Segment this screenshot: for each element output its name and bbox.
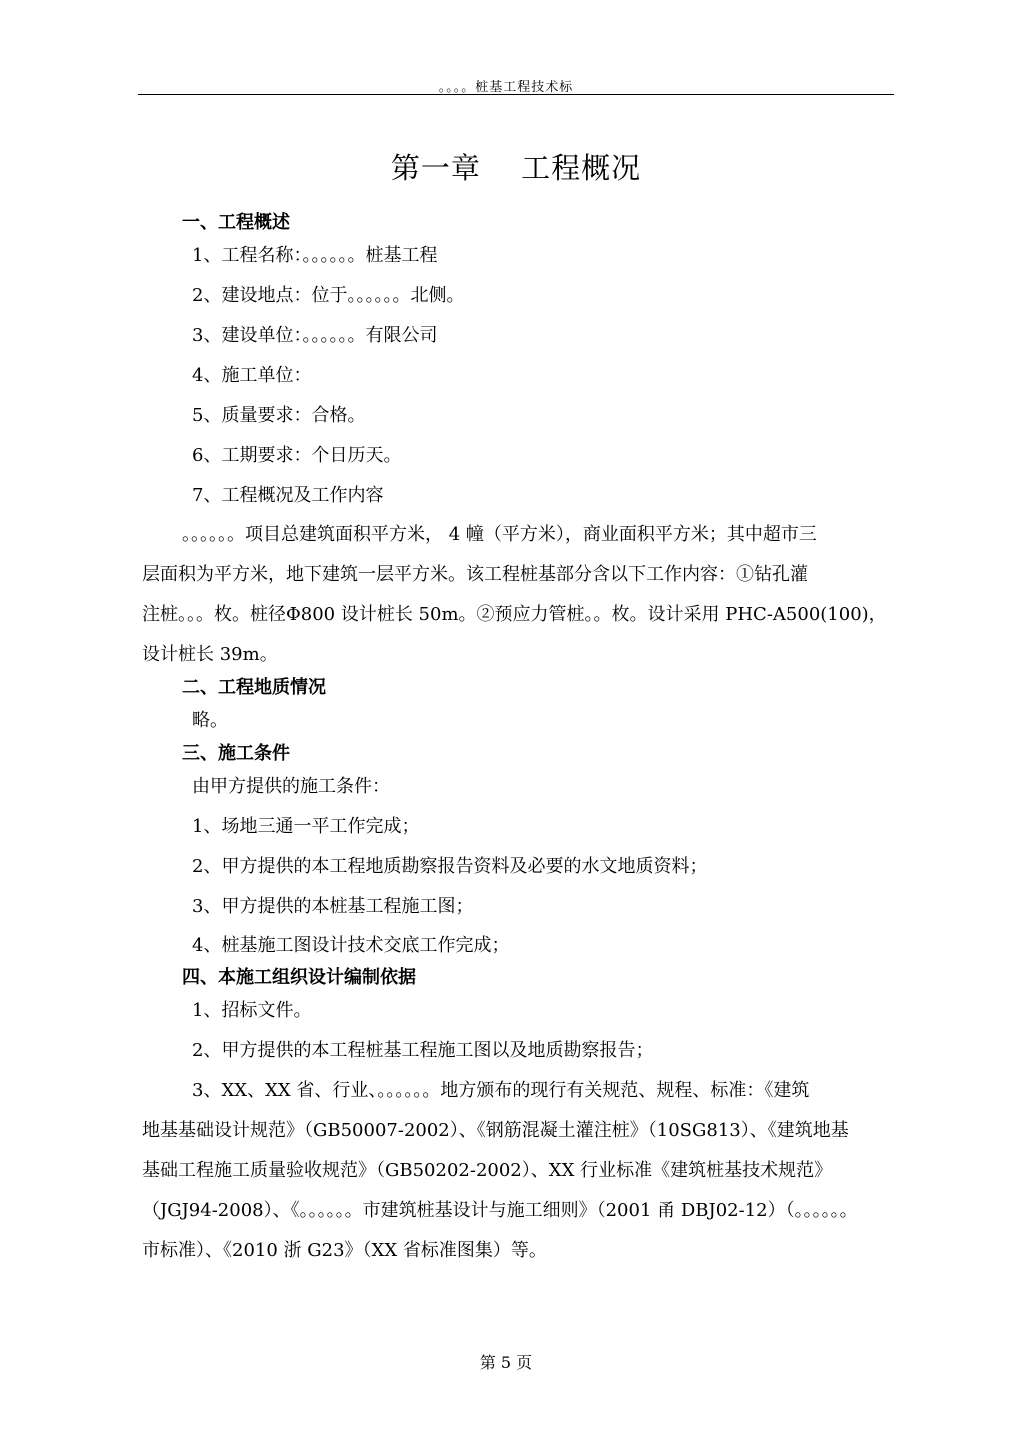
paragraph-line: 3、XX、XX 省、行业、。。。。。。地方颁布的现行有关规范、规程、标准：《建筑 xyxy=(192,1080,810,1101)
section-heading-overview: 一、工程概述 xyxy=(182,212,290,233)
list-item: 1、工程名称：。。。。。。桩基工程 xyxy=(192,245,438,266)
list-item: 4、桩基施工图设计技术交底工作完成； xyxy=(192,935,510,956)
paragraph-line: （JGJ94-2008）、《。。。。。。市建筑桩基设计与施工细则》（2001 甬 DBJ02-12）（。。。。。。 xyxy=(142,1200,858,1221)
header-divider xyxy=(138,94,894,95)
list-item: 3、甲方提供的本桩基工程施工图； xyxy=(192,896,474,917)
list-item: 1、场地三通一平工作完成； xyxy=(192,816,420,837)
list-item: 1、招标文件。 xyxy=(192,1000,312,1021)
paragraph-line: 。。。。。。项目总建筑面积平方米， 4 幢（平方米），商业面积平方米；其中超市三 xyxy=(182,524,817,545)
list-item: 7、工程概况及工作内容 xyxy=(192,485,384,506)
paragraph-line: 市标准）、《2010 浙 G23》（XX 省标准图集）等。 xyxy=(142,1240,547,1261)
list-item: 2、甲方提供的本工程桩基工程施工图以及地质勘察报告； xyxy=(192,1040,654,1061)
page-header-title: 。。。。桩基工程技术标 xyxy=(438,80,574,95)
paragraph-line: 设计桩长 39m。 xyxy=(142,644,278,665)
page-number: 第 5 页 xyxy=(479,1353,533,1372)
section-heading-conditions: 三、施工条件 xyxy=(182,743,290,764)
section-heading-geology: 二、工程地质情况 xyxy=(182,677,326,698)
list-item: 2、建设地点：位于。。。。。。北侧。 xyxy=(192,285,465,306)
list-item: 2、甲方提供的本工程地质勘察报告资料及必要的水文地质资料； xyxy=(192,856,708,877)
paragraph-line: 注桩。。。枚。桩径Φ800 设计桩长 50m。②预应力管桩。。枚。设计采用 PHC-A500(100)， xyxy=(142,604,887,625)
section-heading-basis: 四、本施工组织设计编制依据 xyxy=(182,967,416,988)
paragraph-line: 层面积为平方米，地下建筑一层平方米。该工程桩基部分含以下工作内容：①钻孔灌 xyxy=(142,564,808,585)
section-text: 略。 xyxy=(192,710,228,731)
list-item: 6、工期要求：个日历天。 xyxy=(192,445,402,466)
paragraph-line: 地基基础设计规范》（GB50007-2002）、《钢筋混凝土灌注桩》（10SG813）、《建筑地基 xyxy=(142,1120,849,1141)
section-intro: 由甲方提供的施工条件： xyxy=(192,776,390,797)
list-item: 4、施工单位： xyxy=(192,365,312,386)
chapter-title: 第一章 工程概况 xyxy=(390,151,642,185)
list-item: 3、建设单位：。。。。。。有限公司 xyxy=(192,325,438,346)
paragraph-line: 基础工程施工质量验收规范》（GB50202-2002）、XX 行业标准《建筑桩基技术规范》 xyxy=(142,1160,833,1181)
list-item: 5、质量要求：合格。 xyxy=(192,405,366,426)
